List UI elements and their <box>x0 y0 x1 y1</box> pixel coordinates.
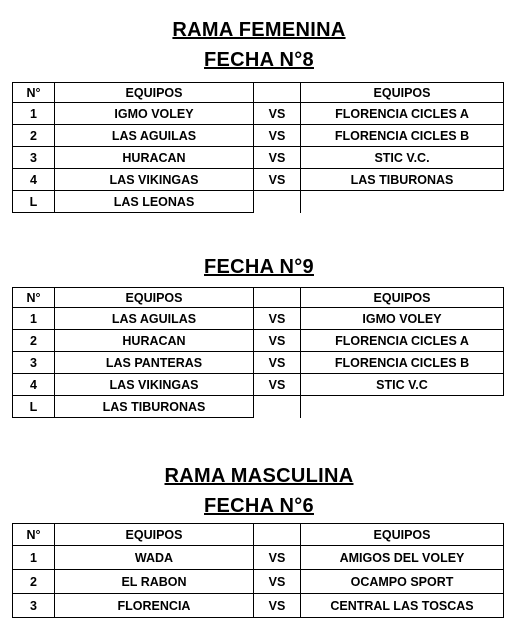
libre-marker: L <box>13 396 55 418</box>
away-team: STIC V.C <box>301 374 504 396</box>
table-row <box>13 169 504 191</box>
fecha-8-table <box>12 82 504 213</box>
header-equipos-right: EQUIPOS <box>301 524 504 546</box>
table-header-row <box>13 83 504 103</box>
away-team: FLORENCIA CICLES A <box>301 103 504 125</box>
header-equipos-left: EQUIPOS <box>55 524 254 546</box>
header-number: N° <box>13 288 55 308</box>
empty-cell <box>254 191 301 213</box>
table-row <box>13 352 504 374</box>
vs-label: VS <box>254 352 301 374</box>
match-number: 4 <box>13 374 55 396</box>
libre-row <box>13 396 504 418</box>
home-team: LAS AGUILAS <box>55 125 254 147</box>
match-number: 2 <box>13 125 55 147</box>
header-number: N° <box>13 524 55 546</box>
table-row <box>13 546 504 570</box>
home-team: LAS VIKINGAS <box>55 374 254 396</box>
match-number: 1 <box>13 546 55 570</box>
away-team: FLORENCIA CICLES A <box>301 330 504 352</box>
table-header-row <box>13 288 504 308</box>
empty-cell <box>301 396 504 418</box>
away-team: AMIGOS DEL VOLEY <box>301 546 504 570</box>
home-team: HURACAN <box>55 147 254 169</box>
table-row <box>13 570 504 594</box>
away-team: OCAMPO SPORT <box>301 570 504 594</box>
header-equipos-right: EQUIPOS <box>301 83 504 103</box>
vs-label: VS <box>254 570 301 594</box>
home-team: EL RABON <box>55 570 254 594</box>
match-number: 3 <box>13 594 55 618</box>
rama-femenina-title: RAMA FEMENINA <box>172 19 346 41</box>
rama-masculina-title: RAMA MASCULINA <box>164 465 354 487</box>
header-vs <box>254 524 301 546</box>
table-row <box>13 103 504 125</box>
home-team: IGMO VOLEY <box>55 103 254 125</box>
table-row <box>13 330 504 352</box>
match-number: 3 <box>13 352 55 374</box>
header-vs <box>254 288 301 308</box>
vs-label: VS <box>254 147 301 169</box>
away-team: FLORENCIA CICLES B <box>301 352 504 374</box>
fecha-9-title: FECHA N°9 <box>204 256 314 278</box>
table-row <box>13 147 504 169</box>
table-row <box>13 125 504 147</box>
fecha-6-table <box>12 523 504 618</box>
match-number: 1 <box>13 308 55 330</box>
match-number: 4 <box>13 169 55 191</box>
vs-label: VS <box>254 103 301 125</box>
empty-cell <box>254 396 301 418</box>
match-number: 1 <box>13 103 55 125</box>
home-team: HURACAN <box>55 330 254 352</box>
home-team: WADA <box>55 546 254 570</box>
header-equipos-left: EQUIPOS <box>55 288 254 308</box>
libre-team: LAS LEONAS <box>55 191 254 213</box>
libre-row <box>13 191 504 213</box>
vs-label: VS <box>254 374 301 396</box>
fecha-9-table <box>12 287 504 418</box>
match-number: 3 <box>13 147 55 169</box>
table-row <box>13 594 504 618</box>
home-team: LAS VIKINGAS <box>55 169 254 191</box>
libre-marker: L <box>13 191 55 213</box>
vs-label: VS <box>254 546 301 570</box>
vs-label: VS <box>254 125 301 147</box>
away-team: STIC V.C. <box>301 147 504 169</box>
vs-label: VS <box>254 330 301 352</box>
home-team: LAS AGUILAS <box>55 308 254 330</box>
vs-label: VS <box>254 594 301 618</box>
match-number: 2 <box>13 330 55 352</box>
table-row <box>13 374 504 396</box>
vs-label: VS <box>254 308 301 330</box>
header-number: N° <box>13 83 55 103</box>
header-equipos-left: EQUIPOS <box>55 83 254 103</box>
table-header-row <box>13 524 504 546</box>
empty-cell <box>301 191 504 213</box>
header-equipos-right: EQUIPOS <box>301 288 504 308</box>
fecha-6-title: FECHA N°6 <box>204 495 314 517</box>
away-team: IGMO VOLEY <box>301 308 504 330</box>
fecha-8-title: FECHA N°8 <box>204 49 314 71</box>
home-team: LAS PANTERAS <box>55 352 254 374</box>
vs-label: VS <box>254 169 301 191</box>
libre-team: LAS TIBURONAS <box>55 396 254 418</box>
match-number: 2 <box>13 570 55 594</box>
away-team: CENTRAL LAS TOSCAS <box>301 594 504 618</box>
away-team: LAS TIBURONAS <box>301 169 504 191</box>
table-row <box>13 308 504 330</box>
home-team: FLORENCIA <box>55 594 254 618</box>
away-team: FLORENCIA CICLES B <box>301 125 504 147</box>
header-vs <box>254 83 301 103</box>
